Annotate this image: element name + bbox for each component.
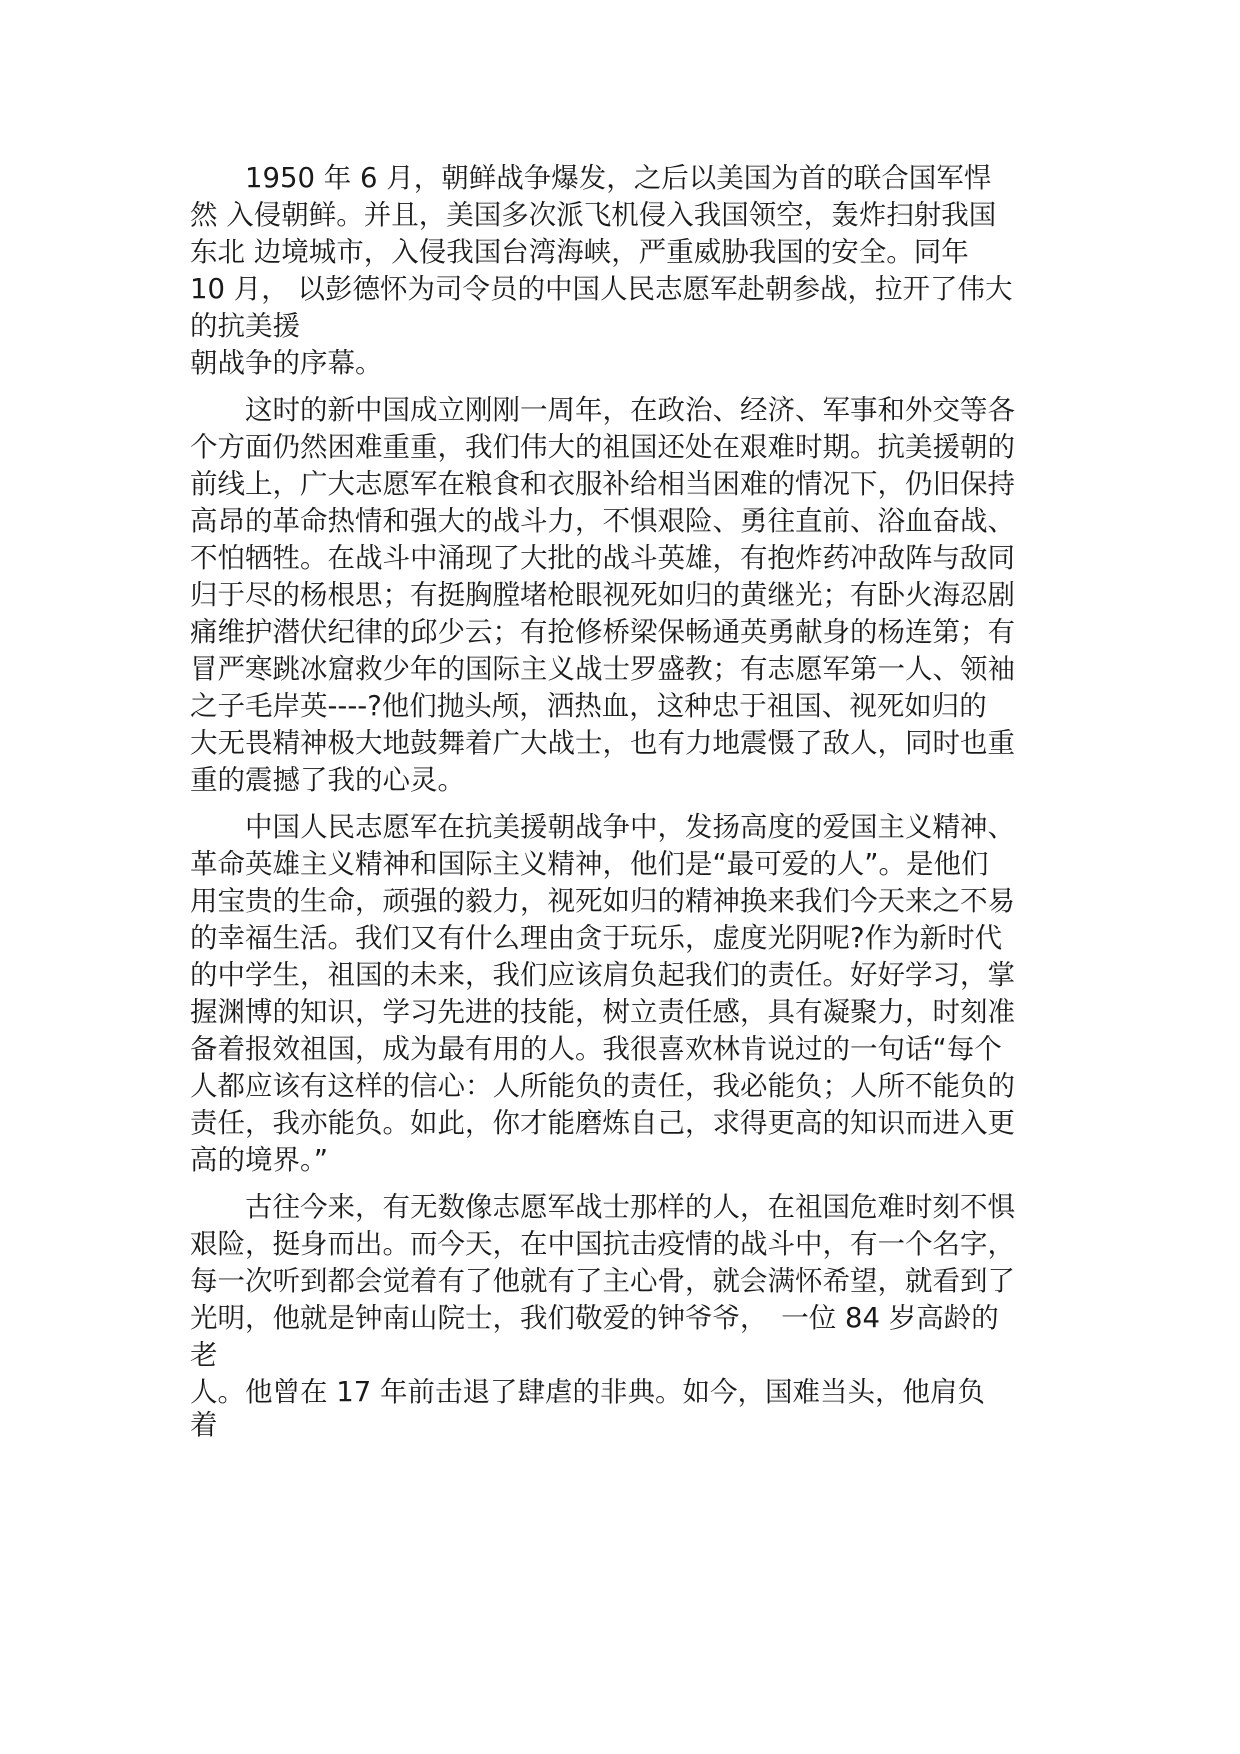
text-line: 重的震撼了我的心灵。 <box>190 764 465 796</box>
text-line: 的中学生，祖国的未来，我们应该肩负起我们的责任。好好学习，掌 <box>190 959 1015 991</box>
text-line: 备着报效祖国，成为最有用的人。我很喜欢林肯说过的一句话“每个 <box>190 1033 1002 1065</box>
text-line: 光明，他就是钟南山院士，我们敬爱的钟爷爷， 一位 84 岁高龄的 <box>190 1302 999 1334</box>
text-line: 这时的新中国成立刚刚一周年，在政治、经济、军事和外交等各 <box>190 394 1015 426</box>
text-line: 东北 边境城市，入侵我国台湾海峡，严重威胁我国的安全。同年 <box>190 236 969 268</box>
text-line: 中国人民志愿军在抗美援朝战争中，发扬高度的爱国主义精神、 <box>190 811 1015 843</box>
paragraph-3 <box>190 809 1070 1179</box>
text-line: 革命英雄主义精神和国际主义精神，他们是“最可爱的人”。是他们 <box>190 848 989 880</box>
text-line: 然 入侵朝鲜。并且，美国多次派飞机侵入我国领空，轰炸扫射我国 <box>190 199 997 231</box>
text-line: 用宝贵的生命，顽强的毅力，视死如归的精神换来我们今天来之不易 <box>190 885 1015 917</box>
text-line: 着 <box>190 1409 218 1441</box>
text-line: 痛维护潜伏纪律的邱少云；有抢修桥梁保畅通英勇献身的杨连第；有 <box>190 616 1015 648</box>
text-line: 的幸福生活。我们又有什么理由贪于玩乐，虚度光阴呢?作为新时代 <box>190 922 1003 954</box>
text-line: 的抗美援 <box>190 310 300 342</box>
text-line: 前线上，广大志愿军在粮食和衣服补给相当困难的情况下，仍旧保持 <box>190 468 1015 500</box>
text-line: 老 <box>190 1339 218 1371</box>
paragraph-2 <box>190 392 1070 799</box>
text-line: 大无畏精神极大地鼓舞着广大战士，也有力地震慑了敌人，同时也重 <box>190 727 1015 759</box>
paragraph-1 <box>190 160 1070 382</box>
text-line: 1950 年 6 月，朝鲜战争爆发，之后以美国为首的联合国军悍 <box>190 162 992 194</box>
text-line: 高昂的革命热情和强大的战斗力，不惧艰险、勇往直前、浴血奋战、 <box>190 505 1015 537</box>
text-line: 不怕牺牲。在战斗中涌现了大批的战斗英雄，有抱炸药冲敌阵与敌同 <box>190 542 1015 574</box>
text-line: 之子毛岸英----?他们抛头颅，洒热血，这种忠于祖国、视死如归的 <box>190 690 987 722</box>
text-line: 归于尽的杨根思；有挺胸膛堵枪眼视死如归的黄继光；有卧火海忍剧 <box>190 579 1015 611</box>
text-line: 人。他曾在 17 年前击退了肆虐的非典。如今，国难当头，他肩负 <box>190 1376 985 1408</box>
text-line: 高的境界。” <box>190 1144 328 1176</box>
paragraph-4 <box>190 1189 1070 1440</box>
text-line: 人都应该有这样的信心：人所能负的责任，我必能负；人所不能负的 <box>190 1070 1015 1102</box>
text-line: 每一次听到都会觉着有了他就有了主心骨，就会满怀希望，就看到了 <box>190 1265 1015 1297</box>
text-line: 艰险，挺身而出。而今天，在中国抗击疫情的战斗中，有一个名字， <box>190 1228 1015 1260</box>
document-page <box>190 160 1070 1440</box>
text-line: 冒严寒跳冰窟救少年的国际主义战士罗盛教；有志愿军第一人、领袖 <box>190 653 1015 685</box>
text-line: 责任，我亦能负。如此，你才能磨炼自己，求得更高的知识而进入更 <box>190 1107 1015 1139</box>
text-line: 10 月， 以彭德怀为司令员的中国人民志愿军赴朝参战，拉开了伟大 <box>190 273 1013 305</box>
text-line: 朝战争的序幕。 <box>190 347 383 379</box>
text-line: 握渊博的知识，学习先进的技能，树立责任感，具有凝聚力，时刻准 <box>190 996 1015 1028</box>
text-line: 个方面仍然困难重重，我们伟大的祖国还处在艰难时期。抗美援朝的 <box>190 431 1015 463</box>
text-line: 古往今来，有无数像志愿军战士那样的人，在祖国危难时刻不惧 <box>190 1191 1015 1223</box>
